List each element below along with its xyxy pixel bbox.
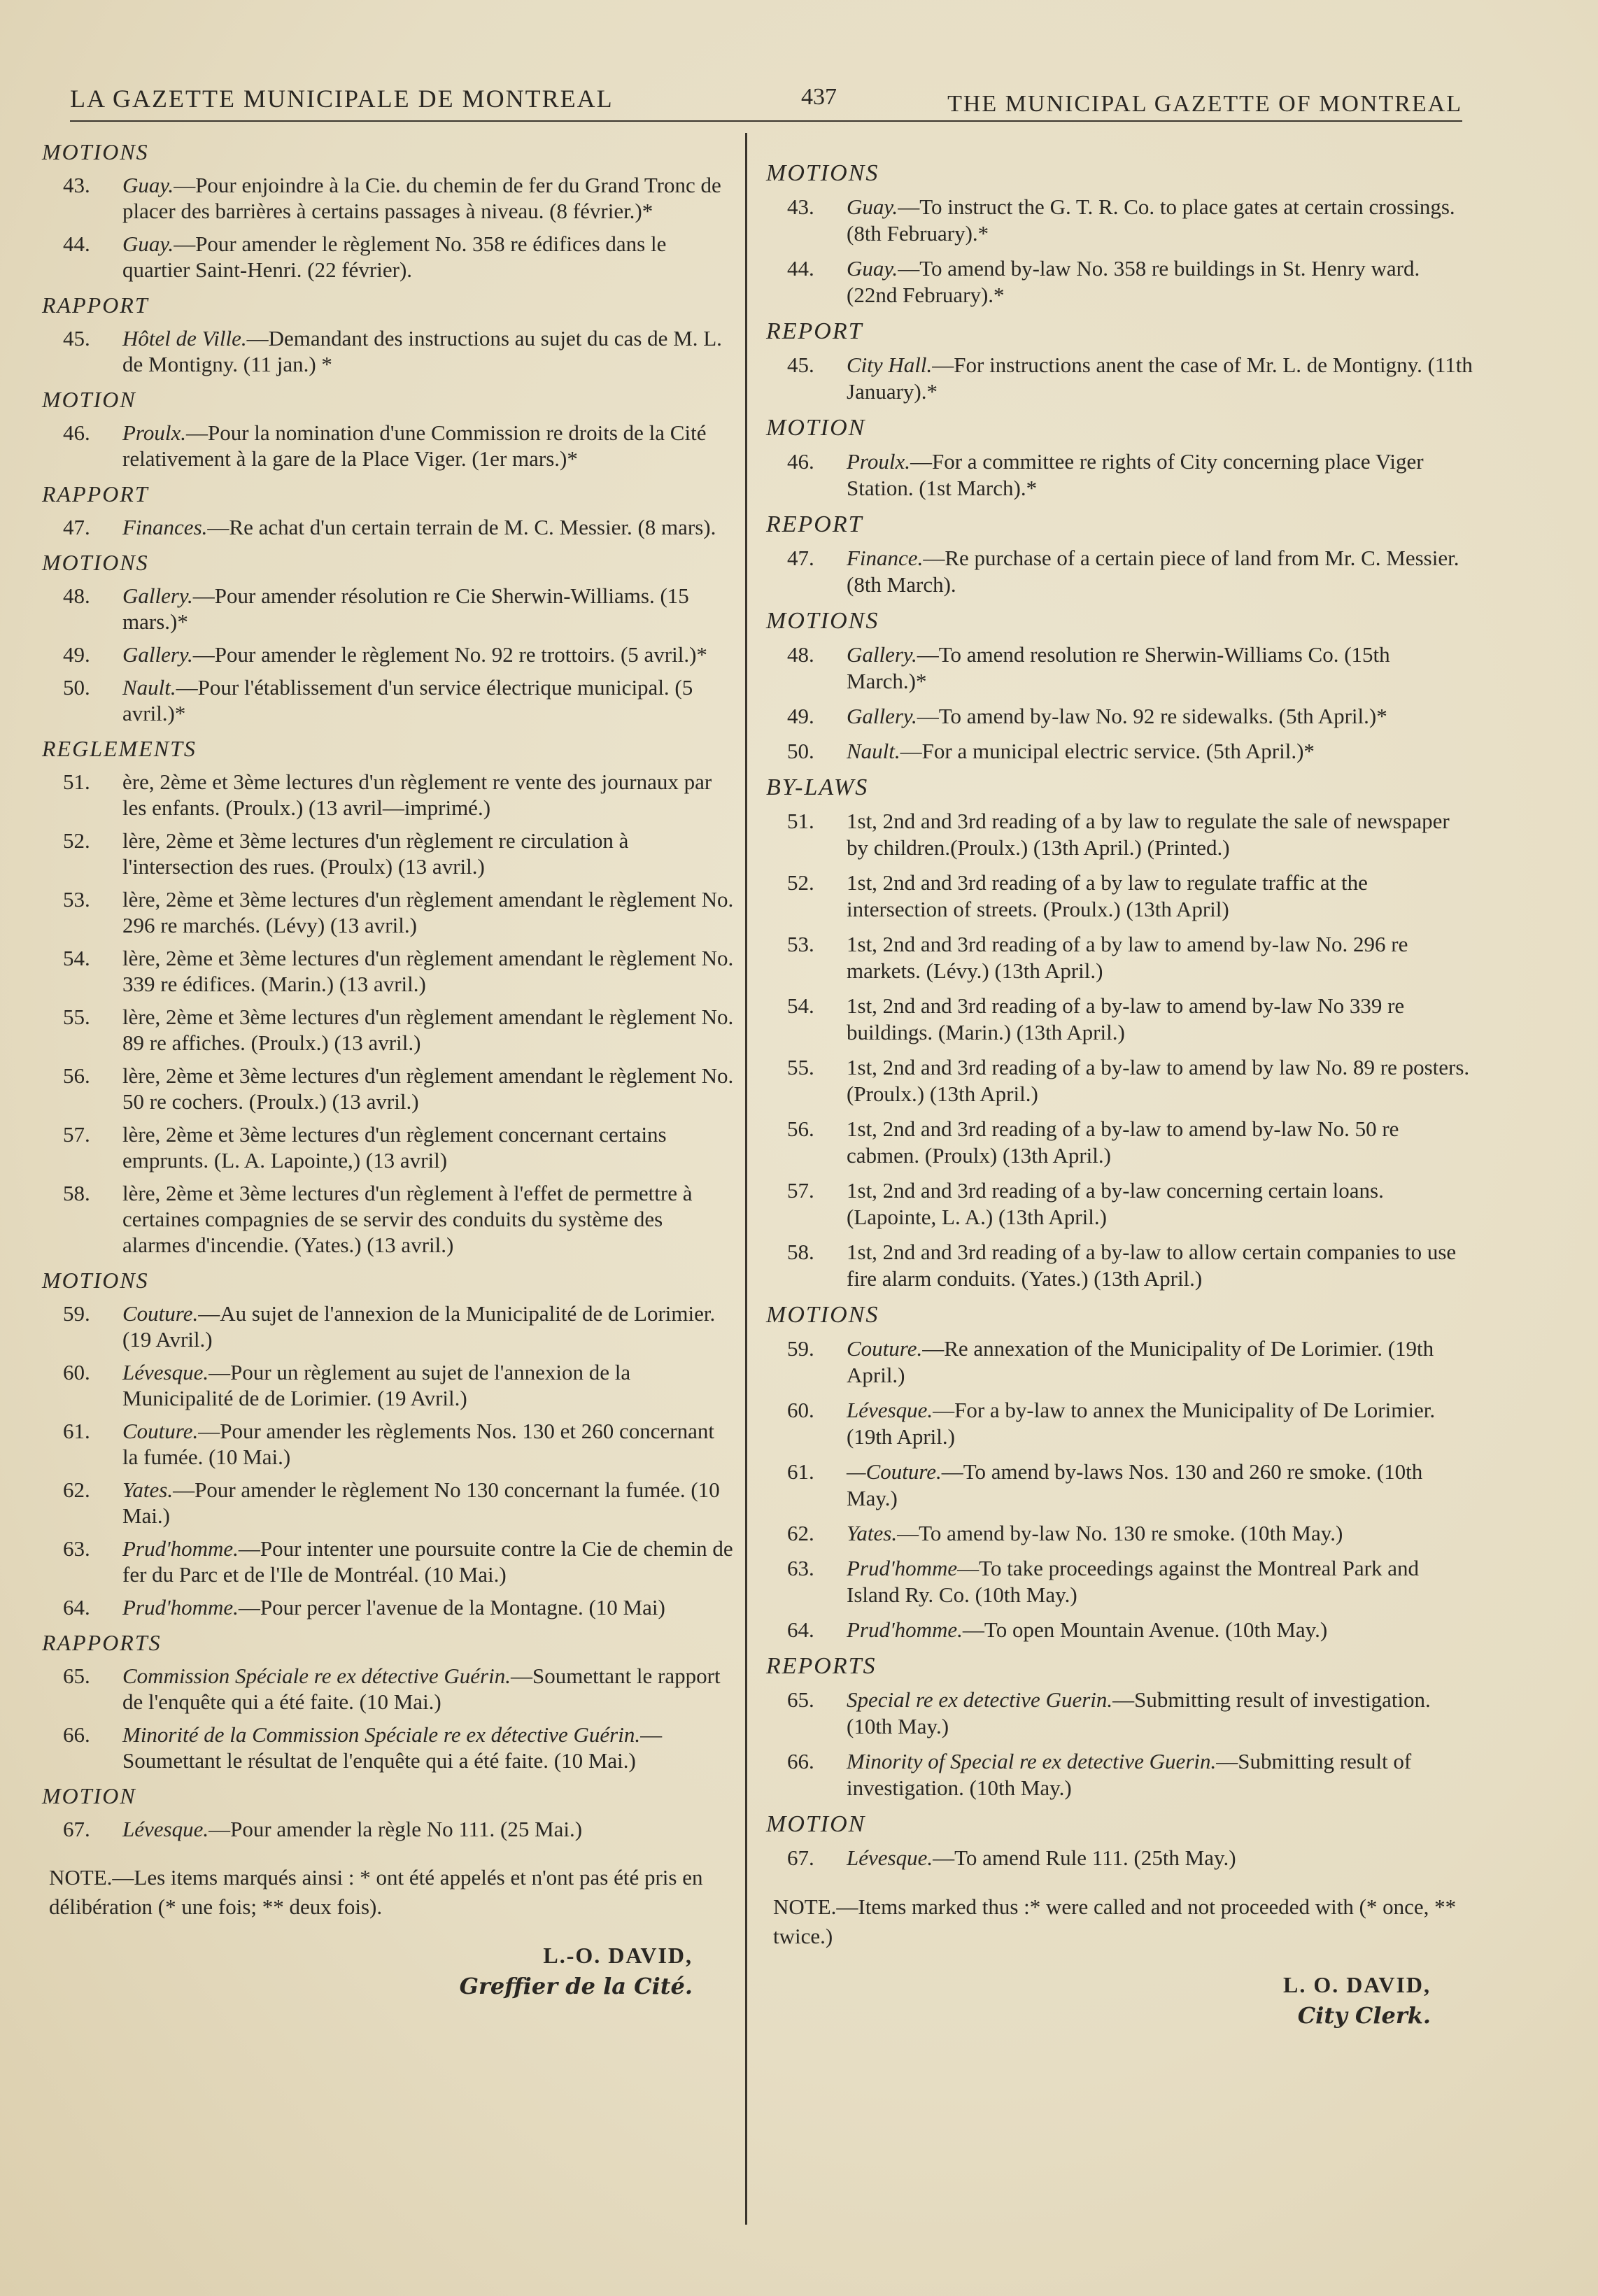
item-number: 57. [787,1178,814,1203]
item-text: ère, 2ème et 3ème lectures d'un règlement re vente des journaux par les enfants. (Proulx.) (13 avril—imprimé.) [122,770,712,820]
french-section-heading: MOTION [42,387,136,412]
item-text: —To amend Rule 111. (25th May.) [933,1845,1236,1870]
item-mover: Gallery. [847,704,917,728]
french-section-heading: MOTIONS [42,550,149,575]
french-section-heading: REGLEMENTS [42,736,197,761]
item-text: —For a committee re rights of City concerning place Viger Station. (1st March).* [847,449,1424,500]
item-number: 50. [63,675,90,700]
item-number: 43. [63,173,90,197]
item-text: 1st, 2nd and 3rd reading of a by law to regulate the sale of newspaper by children.(Proulx.) (13th April.) (Printed.) [847,809,1450,860]
french-agenda-item [42,172,735,224]
french-agenda-item [42,1180,735,1258]
item-number: 43. [787,194,814,219]
english-agenda-item [766,808,1473,861]
item-mover: Nault. [122,675,176,700]
french-agenda-item [42,674,735,726]
item-number: 49. [787,704,814,728]
signature-title: City Clerk. [1297,2002,1431,2029]
item-number: 61. [787,1459,814,1484]
item-mover: Nault. [847,739,900,763]
item-text: 1st, 2nd and 3rd reading of a by law to regulate traffic at the intersection of streets. (Proulx.) (13th April) [847,870,1368,921]
item-number: 52. [787,870,814,895]
english-agenda-item [766,352,1473,405]
item-mover: Gallery. [122,642,193,667]
item-mover: Lévesque. [847,1845,933,1870]
item-mover: Guay. [847,194,898,219]
english-agenda-item [766,1335,1473,1389]
item-mover: Finances. [122,515,208,539]
item-number: 66. [63,1722,90,1747]
item-number: 53. [787,932,814,956]
english-section-heading: REPORT [766,511,863,537]
french-agenda-item [42,514,735,540]
french-agenda-item [42,1121,735,1173]
item-number: 52. [63,828,90,853]
french-section-heading: MOTIONS [42,1268,149,1293]
item-mover: Prud'homme. [122,1536,239,1561]
header-french-title: LA GAZETTE MUNICIPALE DE MONTREAL [70,85,614,113]
english-agenda-item [766,1845,1473,1871]
french-agenda-item [42,1004,735,1056]
page-number: 437 [801,84,837,110]
item-number: 51. [63,770,90,794]
item-mover: Finance. [847,546,924,570]
item-number: 67. [787,1845,814,1870]
item-text: —Re achat d'un certain terrain de M. C. Messier. (8 mars). [207,515,716,539]
item-number: 48. [63,583,90,608]
item-text: —For a by-law to annex the Municipality of De Lorimier. (19th April.) [847,1398,1436,1449]
item-text: lère, 2ème et 3ème lectures d'un règlement amendant le règlement No. 89 re affiches. (Proulx.) (13 avril.) [122,1005,734,1055]
item-text: —Pour un règlement au sujet de l'annexion de la Municipalité de de Lorimier. (19 Avril.) [122,1360,631,1410]
english-agenda-item [766,1239,1473,1292]
item-number: 44. [63,232,90,256]
item-number: 56. [787,1117,814,1141]
english-agenda-item [766,703,1473,730]
english-agenda-item [766,545,1473,598]
page-header [70,78,1462,120]
item-text: —For instructions anent the case of Mr. L. de Montigny. (11th January).* [847,353,1473,404]
item-text: —Pour amender la règle No 111. (25 Mai.) [208,1817,583,1841]
item-text: lère, 2ème et 3ème lectures d'un règlement à l'effet de permettre à certaines compagnies de se servir des conduits du système des alarmes d'incendie. (Yates.) (13 avril.) [122,1181,693,1257]
english-section-heading: REPORT [766,318,863,344]
item-text: —To amend by-law No. 92 re sidewalks. (5th April.)* [917,704,1387,728]
item-mover: Yates. [122,1477,174,1502]
french-agenda-item [42,1063,735,1114]
item-number: 67. [63,1817,90,1841]
item-number: 61. [63,1419,90,1443]
item-text: lère, 2ème et 3ème lectures d'un règlement amendant le règlement No. 50 re cochers. (Proulx.) (13 avril.) [122,1063,734,1114]
french-section-heading: MOTION [42,1783,136,1808]
column-divider [745,133,747,2225]
item-mover: Minorité de la Commission Spéciale re ex détective Guérin. [122,1722,641,1747]
item-number: 65. [787,1687,814,1712]
french-agenda-item [42,231,735,283]
english-section-heading: REPORTS [766,1653,877,1679]
item-text: —Pour amender le règlement No 130 concernant la fumée. (10 Mai.) [122,1477,720,1528]
item-mover: Prud'homme. [847,1617,963,1642]
item-text: lère, 2ème et 3ème lectures d'un règlement concernant certains emprunts. (L. A. Lapointe,) (13 avril) [122,1122,667,1172]
header-english-title: THE MUNICIPAL GAZETTE OF MONTREAL [947,91,1462,117]
item-text: lère, 2ème et 3ème lectures d'un règlement amendant le règlement No. 339 re édifices. (Marin.) (13 avril.) [122,946,734,996]
item-text: 1st, 2nd and 3rd reading of a by-law concerning certain loans. (Lapointe, L. A.) (13th April.) [847,1178,1384,1229]
french-agenda-item [42,1477,735,1529]
item-text: —Re purchase of a certain piece of land from Mr. C. Messier. (8th March). [847,546,1459,597]
item-number: 58. [63,1181,90,1205]
item-text: —To amend by-laws Nos. 130 and 260 re smoke. (10th May.) [847,1459,1423,1510]
item-text: —Pour amender résolution re Cie Sherwin-Williams. (15 mars.)* [122,583,689,634]
item-number: 57. [63,1122,90,1147]
item-mover: City Hall. [847,353,933,377]
item-text: —Soumettant le résultat de l'enquête qui a été faite. (10 Mai.) [122,1722,663,1773]
english-agenda-item [766,255,1473,309]
item-text: lère, 2ème et 3ème lectures d'un règlement re circulation à l'intersection des rues. (Proulx) (13 avril.) [122,828,629,879]
english-agenda-item [766,1748,1473,1801]
item-number: 56. [63,1063,90,1088]
french-signature [42,1940,735,2001]
english-agenda-item [766,194,1473,247]
french-section-heading: MOTIONS [42,139,149,164]
english-agenda-item [766,1687,1473,1740]
item-text: —Pour percer l'avenue de la Montagne. (10 Mai) [238,1595,665,1620]
item-number: 45. [63,326,90,350]
english-agenda-item [766,870,1473,923]
english-agenda-item [766,1617,1473,1643]
item-mover: Couture. [122,1301,199,1326]
item-number: 55. [63,1005,90,1029]
header-rule [70,120,1462,122]
item-text: —Pour amender le règlement No. 358 re édifices dans le quartier Saint-Henri. (22 février). [122,232,667,282]
english-column [766,150,1473,2031]
item-mover: Lévesque. [122,1360,209,1384]
item-text: —To amend by-law No. 130 re smoke. (10th May.) [897,1521,1343,1545]
english-section-heading: MOTIONS [766,160,879,186]
french-agenda-item [42,1536,735,1587]
french-agenda-item [42,1301,735,1352]
item-text: —Submitting result of investigation. (10th May.) [847,1749,1412,1800]
item-text: 1st, 2nd and 3rd reading of a by-law to amend by-law No 339 re buildings. (Marin.) (13th April.) [847,993,1405,1044]
item-number: 62. [63,1477,90,1502]
english-agenda-item [766,1054,1473,1107]
item-text: —To amend resolution re Sherwin-Williams Co. (15th March.)* [847,642,1390,693]
english-section-heading: MOTION [766,1811,866,1837]
french-agenda-item [42,420,735,472]
english-agenda-item [766,448,1473,502]
item-text: 1st, 2nd and 3rd reading of a by-law to amend by law No. 89 re posters. (Proulx.) (13th April.) [847,1055,1470,1106]
item-number: 59. [63,1301,90,1326]
item-text: —To open Mountain Avenue. (10th May.) [962,1617,1328,1642]
item-mover: Minority of Special re ex detective Guerin. [847,1749,1217,1773]
french-agenda-item [42,1418,735,1470]
item-mover: —Couture. [847,1459,942,1484]
english-agenda-item [766,1520,1473,1547]
item-number: 60. [787,1398,814,1422]
french-note: NOTE.—Les items marqués ainsi : * ont été appelés et n'ont pas été pris en délibération (* une fois; ** deux fois). [49,1865,703,1919]
item-number: 47. [63,515,90,539]
english-section-heading: MOTION [766,415,866,441]
english-section-heading: BY-LAWS [766,774,869,800]
french-agenda-item [42,325,735,377]
signature-name: L.-O. DAVID, [543,1943,693,1968]
item-mover: Lévesque. [122,1817,209,1841]
french-agenda-item [42,769,735,821]
french-agenda-item [42,945,735,997]
french-agenda-item [42,1663,735,1715]
item-mover: Guay. [122,232,174,256]
item-mover: Guay. [847,256,898,281]
french-section-heading: RAPPORT [42,292,149,318]
french-column [42,129,735,2001]
item-mover: Special re ex detective Guerin. [847,1687,1113,1712]
item-mover: Hôtel de Ville. [122,326,247,350]
item-text: 1st, 2nd and 3rd reading of a by-law to allow certain companies to use fire alarm conduits. (Yates.) (13th April.) [847,1240,1457,1291]
item-mover: Proulx. [847,449,910,474]
french-agenda-item [42,642,735,667]
item-number: 54. [787,993,814,1018]
item-number: 55. [787,1055,814,1079]
item-mover: Commission Spéciale re ex détective Guérin. [122,1664,511,1688]
item-text: —To take proceedings against the Montreal Park and Island Ry. Co. (10th May.) [847,1556,1419,1607]
english-agenda-item [766,738,1473,765]
item-mover: Prud'homme [847,1556,958,1580]
item-text: —To instruct the G. T. R. Co. to place gates at certain crossings. (8th February).* [847,194,1455,246]
item-text: —Submitting result of investigation. (10th May.) [847,1687,1431,1738]
item-number: 64. [63,1595,90,1620]
item-text: —To amend by-law No. 358 re buildings in St. Henry ward. (22nd February).* [847,256,1420,307]
item-number: 48. [787,642,814,667]
item-mover: Yates. [847,1521,898,1545]
item-number: 63. [787,1556,814,1580]
item-text: —Soumettant le rapport de l'enquête qui a été faite. (10 Mai.) [122,1664,721,1714]
french-agenda-item [42,583,735,635]
item-text: —Pour enjoindre à la Cie. du chemin de fer du Grand Tronc de placer des barrières à certains passages à niveau. (8 février.)* [122,173,721,223]
item-text: —Pour l'établissement d'un service électrique municipal. (5 avril.)* [122,675,693,725]
item-number: 65. [63,1664,90,1688]
english-agenda-item [766,931,1473,984]
english-agenda-item [766,993,1473,1046]
item-number: 45. [787,353,814,377]
item-mover: Prud'homme. [122,1595,239,1620]
english-agenda-item [766,642,1473,695]
item-number: 64. [787,1617,814,1642]
item-number: 63. [63,1536,90,1561]
item-text: —For a municipal electric service. (5th April.)* [900,739,1315,763]
signature-title: Greffier de la Cité. [459,1973,693,1999]
french-agenda-item [42,1722,735,1773]
french-section-heading: RAPPORTS [42,1630,162,1655]
item-number: 58. [787,1240,814,1264]
item-text: —Au sujet de l'annexion de la Municipalité de de Lorimier. (19 Avril.) [122,1301,716,1352]
item-text: —Pour la nomination d'une Commission re droits de la Cité relativement à la gare de la Place Viger. (1er mars.)* [122,420,707,471]
english-agenda-item [766,1116,1473,1169]
item-number: 46. [63,420,90,445]
item-mover: Guay. [122,173,174,197]
french-agenda-item [42,886,735,938]
item-number: 44. [787,256,814,281]
item-number: 46. [787,449,814,474]
item-mover: Lévesque. [847,1398,933,1422]
item-text: —Pour intenter une poursuite contre la Cie de chemin de fer du Parc et de l'Ile de Montréal. (10 Mai.) [122,1536,733,1587]
french-section-heading: RAPPORT [42,481,149,506]
item-text: 1st, 2nd and 3rd reading of a by law to amend by-law No. 296 re markets. (Lévy.) (13th April.) [847,932,1408,983]
english-agenda-item [766,1555,1473,1608]
english-section-heading: MOTIONS [766,1302,879,1328]
item-number: 62. [787,1521,814,1545]
item-text: lère, 2ème et 3ème lectures d'un règlement amendant le règlement No. 296 re marchés. (Lévy) (13 avril.) [122,887,734,937]
item-number: 47. [787,546,814,570]
item-mover: Proulx. [122,420,186,445]
item-mover: Couture. [122,1419,199,1443]
signature-name: L. O. DAVID, [1283,1972,1431,1997]
item-number: 59. [787,1336,814,1361]
item-mover: Gallery. [847,642,917,667]
english-agenda-item [766,1397,1473,1450]
french-agenda-item [42,1359,735,1411]
item-text: —Demandant des instructions au sujet du cas de M. L. de Montigny. (11 jan.) * [122,326,722,376]
french-agenda-item [42,828,735,879]
english-signature [766,1969,1473,2031]
french-agenda-item [42,1594,735,1620]
item-number: 49. [63,642,90,667]
item-text: —Pour amender les règlements Nos. 130 et 260 concernant la fumée. (10 Mai.) [122,1419,714,1469]
item-number: 66. [787,1749,814,1773]
french-agenda-item [42,1816,735,1842]
item-number: 51. [787,809,814,833]
item-number: 54. [63,946,90,970]
item-mover: Couture. [847,1336,923,1361]
english-section-heading: MOTIONS [766,608,879,634]
item-number: 53. [63,887,90,912]
english-agenda-item [766,1459,1473,1512]
item-number: 60. [63,1360,90,1384]
item-number: 50. [787,739,814,763]
item-text: —Pour amender le règlement No. 92 re trottoirs. (5 avril.)* [192,642,707,667]
item-text: 1st, 2nd and 3rd reading of a by-law to amend by-law No. 50 re cabmen. (Proulx) (13th April.) [847,1117,1399,1168]
item-mover: Gallery. [122,583,193,608]
english-note: NOTE.—Items marked thus :* were called and not proceeded with (* once, ** twice.) [773,1894,1457,1948]
item-text: —Re annexation of the Municipality of De Lorimier. (19th April.) [847,1336,1434,1387]
english-agenda-item [766,1177,1473,1231]
